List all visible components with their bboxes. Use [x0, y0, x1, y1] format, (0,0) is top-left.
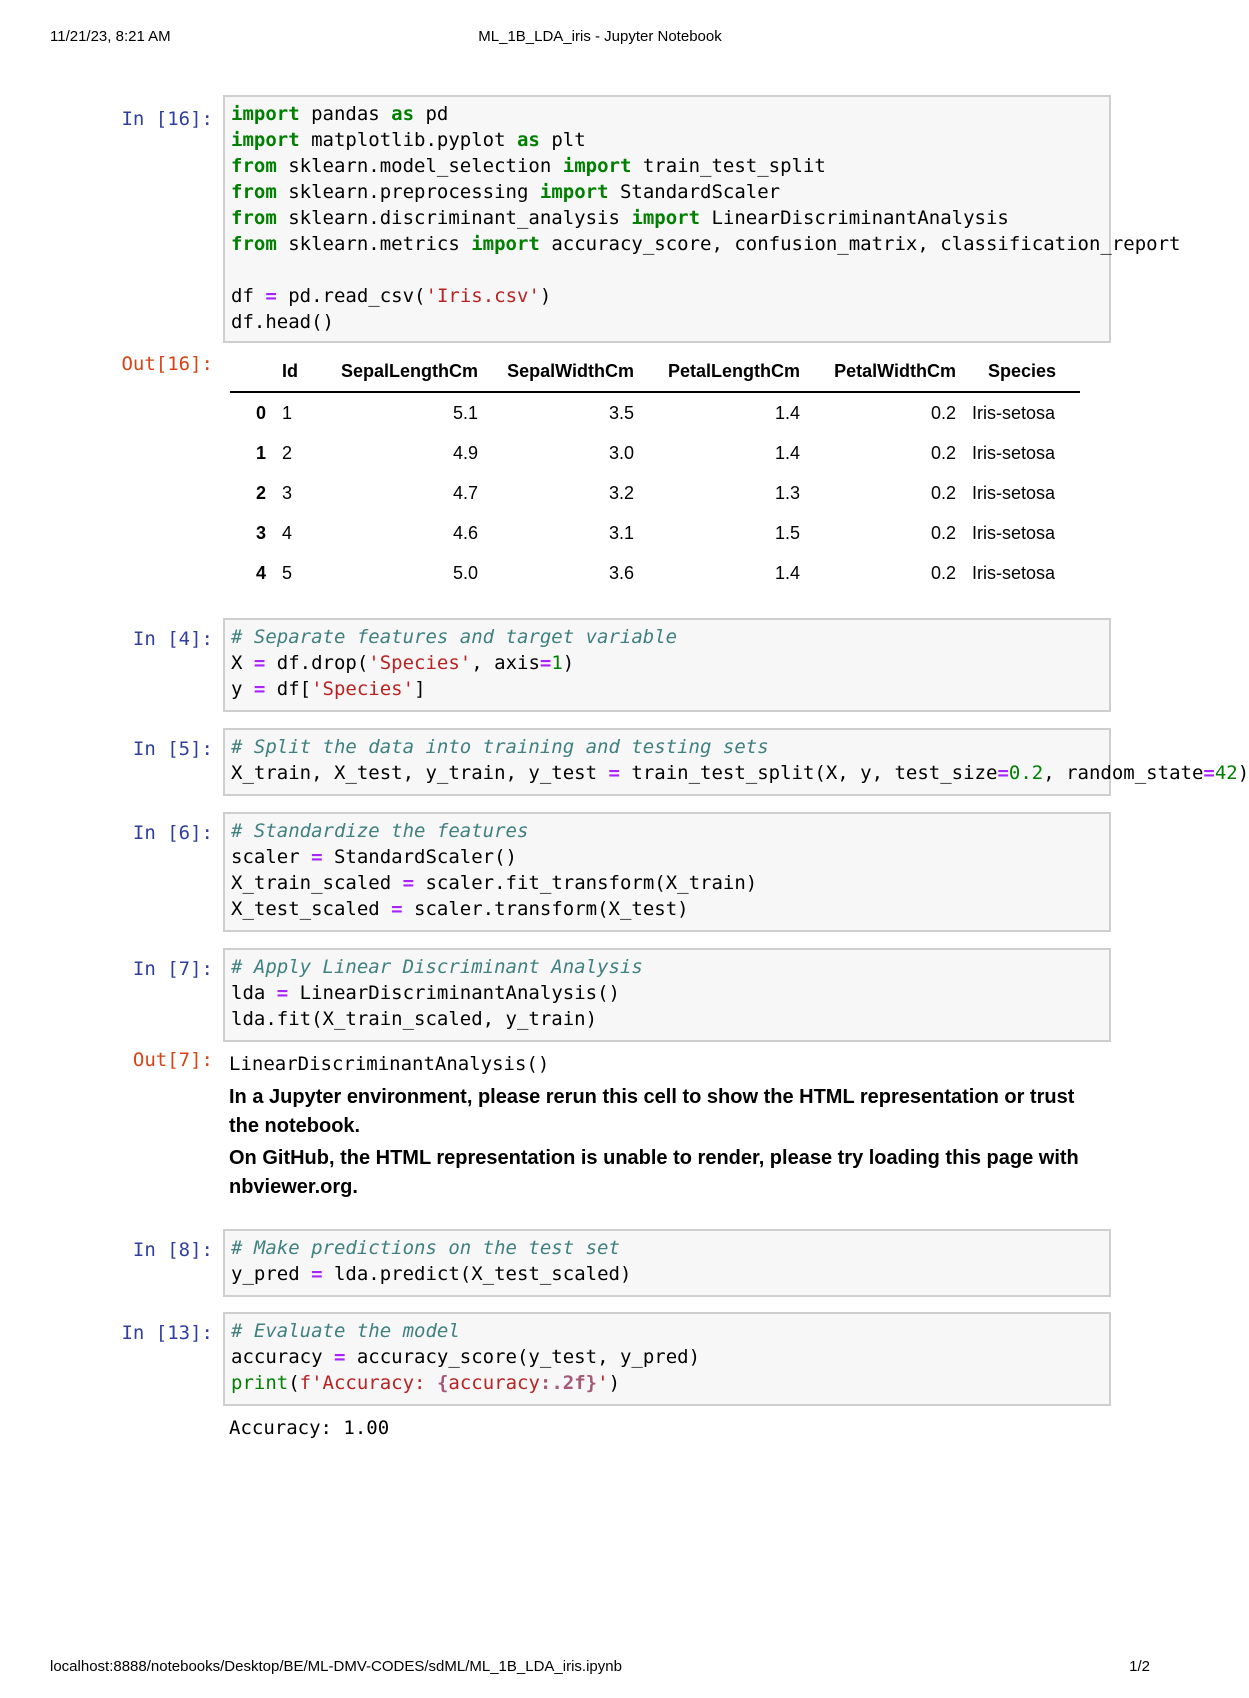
table-cell: 3 — [282, 482, 293, 503]
table-cell: 0.2 — [930, 402, 956, 423]
table-cell: 0.2 — [930, 562, 956, 583]
table-cell: 1.5 — [774, 522, 800, 543]
table-cell: Iris-setosa — [972, 522, 1056, 543]
output-prompt: Out[16]: — [121, 353, 213, 375]
html-repr-note-trust: In a Jupyter environment, please rerun this cell to show the HTML representation or trust the notebook. — [229, 1086, 1075, 1137]
row-index: 1 — [255, 442, 266, 463]
table-cell: 3.2 — [608, 482, 634, 503]
table-cell: 3.5 — [608, 402, 634, 423]
code-source: # Apply Linear Discriminant Analysis lda = LinearDiscriminantAnalysis() lda.fit(X_train_scaled, y_train) — [231, 956, 643, 1030]
table-row — [230, 513, 1080, 553]
code-editor[interactable] — [223, 1229, 1111, 1297]
table-cell: 1.4 — [774, 442, 800, 463]
page-url: localhost:8888/notebooks/Desktop/BE/ML-DMV-CODES/sdML/ML_1B_LDA_iris.ipynb — [50, 1658, 622, 1675]
print-datetime: 11/21/23, 8:21 AM — [50, 28, 171, 45]
table-row — [230, 433, 1080, 473]
table-cell: 4 — [282, 522, 293, 543]
column-header: Id — [274, 351, 320, 392]
table-cell: Iris-setosa — [972, 442, 1056, 463]
column-header: PetalLengthCm — [642, 351, 808, 392]
html-repr-note-github: On GitHub, the HTML representation is unable to render, please try loading this page with nbviewer.org. — [229, 1147, 1079, 1198]
row-index: 4 — [255, 562, 266, 583]
input-prompt: In [16]: — [121, 108, 213, 130]
table-row — [230, 473, 1080, 513]
table-cell: 4.6 — [452, 522, 478, 543]
page-number: 1/2 — [1129, 1658, 1150, 1675]
output-prompt: Out[7]: — [132, 1049, 213, 1071]
table-cell: 1 — [282, 402, 293, 423]
table-cell: 5 — [282, 562, 293, 583]
code-source: # Evaluate the model accuracy = accuracy_score(y_test, y_pred) print(f'Accuracy: {accuracy:.2f}') — [231, 1320, 701, 1394]
code-source: # Split the data into training and testing sets X_train, X_test, y_train, y_test = train_test_split(X, y, test_size=0.2, random_state=42) — [231, 736, 1249, 784]
code-source: import pandas as pd import matplotlib.pyplot as plt from sklearn.model_selection import train_test_split from sklearn.preprocessing import StandardScaler from sklearn.discriminant_analysis import LinearDiscriminantAnalysis from sklearn.metrics import accuracy_score, confusion_matrix, classification_report df = pd.read_csv('Iris.csv') df.head() — [231, 103, 1181, 333]
column-header: SepalLengthCm — [320, 351, 486, 392]
code-editor[interactable] — [223, 1312, 1111, 1406]
table-row — [230, 553, 1080, 593]
table-cell: 3.6 — [608, 562, 634, 583]
column-header: PetalWidthCm — [808, 351, 964, 392]
table-cell: 0.2 — [930, 522, 956, 543]
table-cell: 4.9 — [452, 442, 478, 463]
row-index: 3 — [255, 522, 266, 543]
table-cell: 3.0 — [608, 442, 634, 463]
code-editor[interactable] — [223, 728, 1249, 796]
print-footer — [50, 1658, 1150, 1680]
column-header: SepalWidthCm — [486, 351, 642, 392]
input-prompt: In [6]: — [132, 822, 213, 844]
code-editor[interactable] — [223, 948, 1111, 1042]
table-cell: 5.1 — [452, 402, 478, 423]
row-index: 2 — [255, 482, 266, 503]
input-prompt: In [7]: — [132, 958, 213, 980]
row-index: 0 — [255, 402, 266, 423]
table-cell: 0.2 — [930, 482, 956, 503]
code-editor[interactable] — [223, 95, 1181, 343]
table-cell: 5.0 — [452, 562, 478, 583]
table-row — [230, 392, 1080, 433]
input-prompt: In [5]: — [132, 738, 213, 760]
input-prompt: In [4]: — [132, 628, 213, 650]
print-header — [50, 28, 1150, 50]
table-cell: 1.3 — [774, 482, 800, 503]
table-cell: 1.4 — [774, 402, 800, 423]
dataframe-table — [230, 351, 1080, 593]
input-prompt: In [13]: — [121, 1322, 213, 1344]
table-cell: Iris-setosa — [972, 482, 1056, 503]
notebook-title: ML_1B_LDA_iris - Jupyter Notebook — [478, 28, 722, 45]
table-cell: Iris-setosa — [972, 402, 1056, 423]
table-cell: Iris-setosa — [972, 562, 1056, 583]
code-source: # Standardize the features scaler = StandardScaler() X_train_scaled = scaler.fit_transform(X_train) X_test_scaled = scaler.transform(X_test) — [231, 820, 758, 920]
code-source: # Separate features and target variable X = df.drop('Species', axis=1) y = df['Species'] — [231, 626, 678, 700]
output-repr: LinearDiscriminantAnalysis() — [229, 1053, 550, 1075]
code-editor[interactable] — [223, 618, 1111, 712]
table-cell: 4.7 — [452, 482, 478, 503]
column-header: Species — [964, 351, 1080, 392]
table-cell: 2 — [282, 442, 293, 463]
code-editor[interactable] — [223, 812, 1111, 932]
table-cell: 0.2 — [930, 442, 956, 463]
index-header — [230, 351, 274, 392]
table-cell: 1.4 — [774, 562, 800, 583]
table-cell: 3.1 — [608, 522, 634, 543]
table-header-row — [230, 351, 1080, 392]
stdout-output: Accuracy: 1.00 — [229, 1417, 390, 1439]
code-source: # Make predictions on the test set y_pred = lda.predict(X_test_scaled) — [231, 1237, 632, 1285]
input-prompt: In [8]: — [132, 1239, 213, 1261]
